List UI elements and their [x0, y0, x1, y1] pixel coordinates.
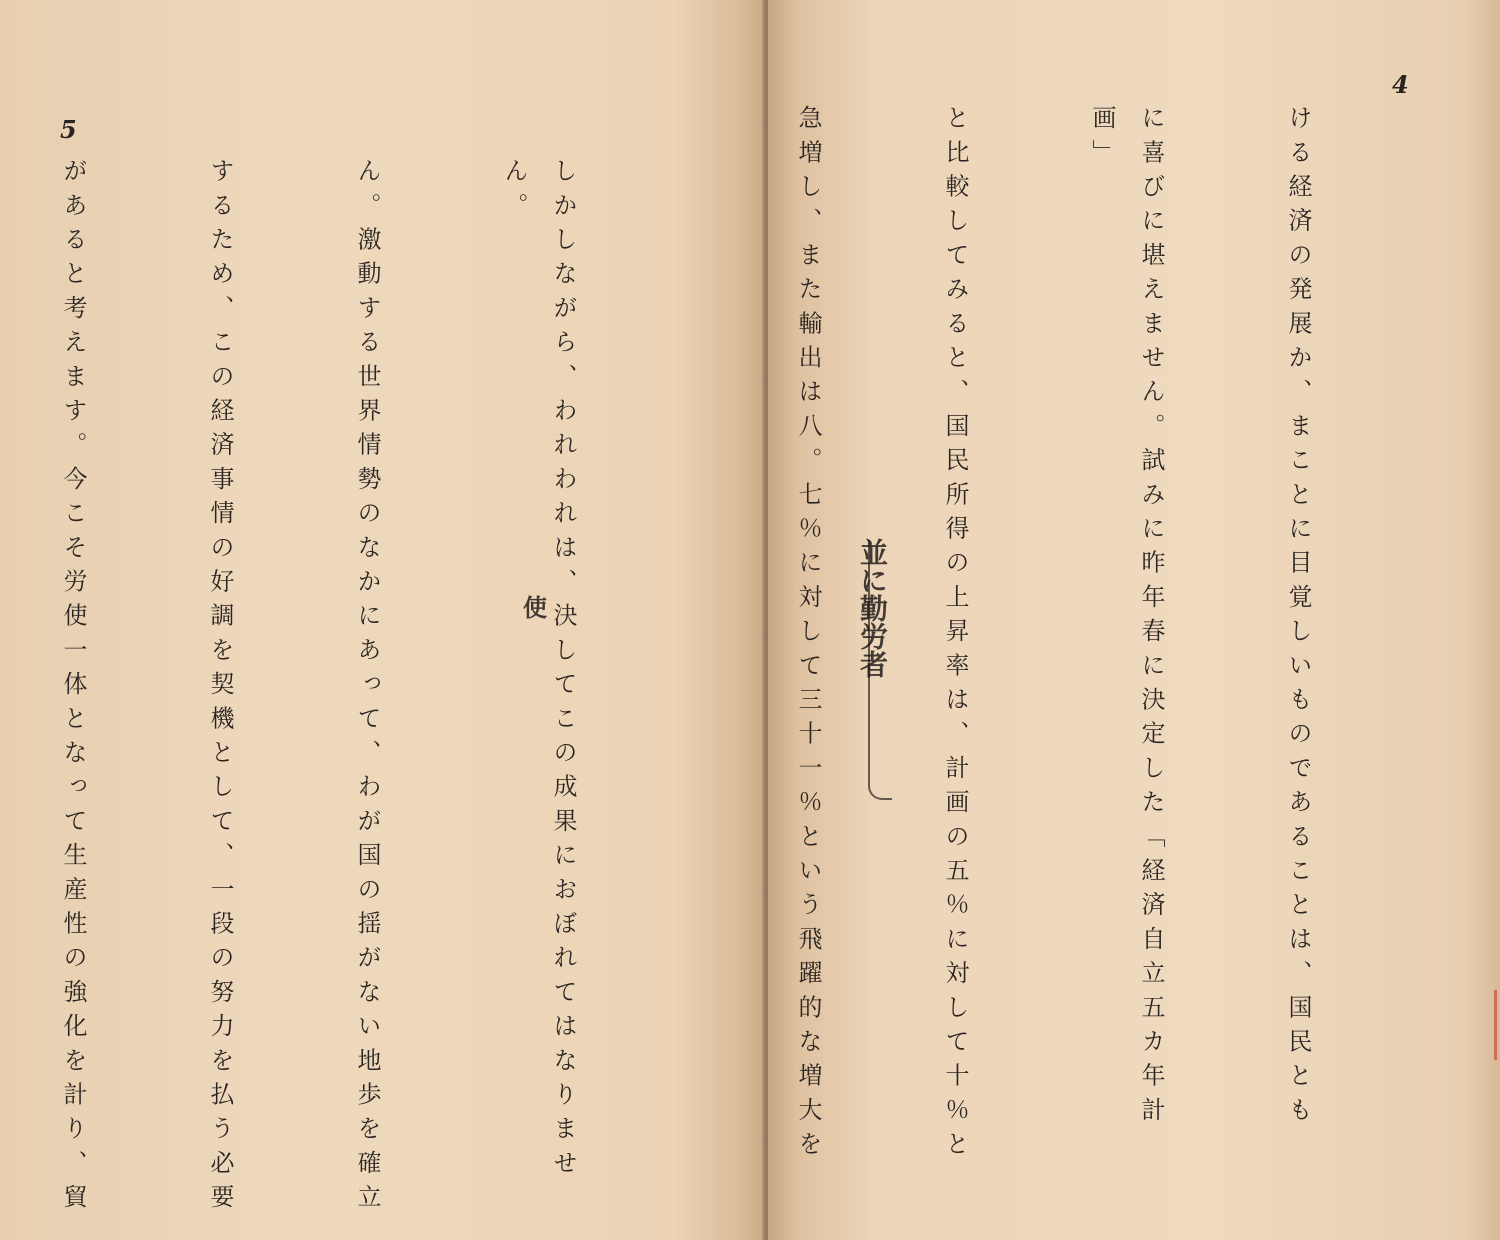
text-column: に喜びに堪えません。試みに昨年春に決定した「経済自立五カ年計画」 — [1088, 105, 1165, 1131]
left-page-text — [59, 158, 685, 1228]
handwritten-annotation: 並に勤労者 — [856, 538, 889, 678]
text-column: しかしながら、われわれは、決してこの成果におぼれてはなりません。 — [500, 158, 577, 1184]
text-column: ける経済の発展か、まことに目覚しいものであることは、国民とも — [1284, 105, 1312, 1131]
text-column: があると考えます。今こそ労使一体となって生産性の強化を計り、貿 — [59, 158, 87, 1219]
text-column: するため、この経済事情の好調を契機として、一段の努力を払う必要 — [206, 158, 234, 1219]
text-column: 急増し、また輸出は八。七％に対して三十一％という飛躍的な増大を — [794, 105, 822, 1166]
handwritten-correction: 使 — [523, 594, 547, 622]
page-number-right: 4 — [1392, 70, 1409, 99]
text-column: ん。激動する世界情勢のなかにあって、わが国の揺がない地歩を確立 — [353, 158, 381, 1219]
text-column: と比較してみると、国民所得の上昇率は、計画の五％に対して十％と — [941, 105, 969, 1166]
page-number-left: 5 — [60, 115, 77, 144]
red-edge-mark — [1494, 990, 1497, 1060]
